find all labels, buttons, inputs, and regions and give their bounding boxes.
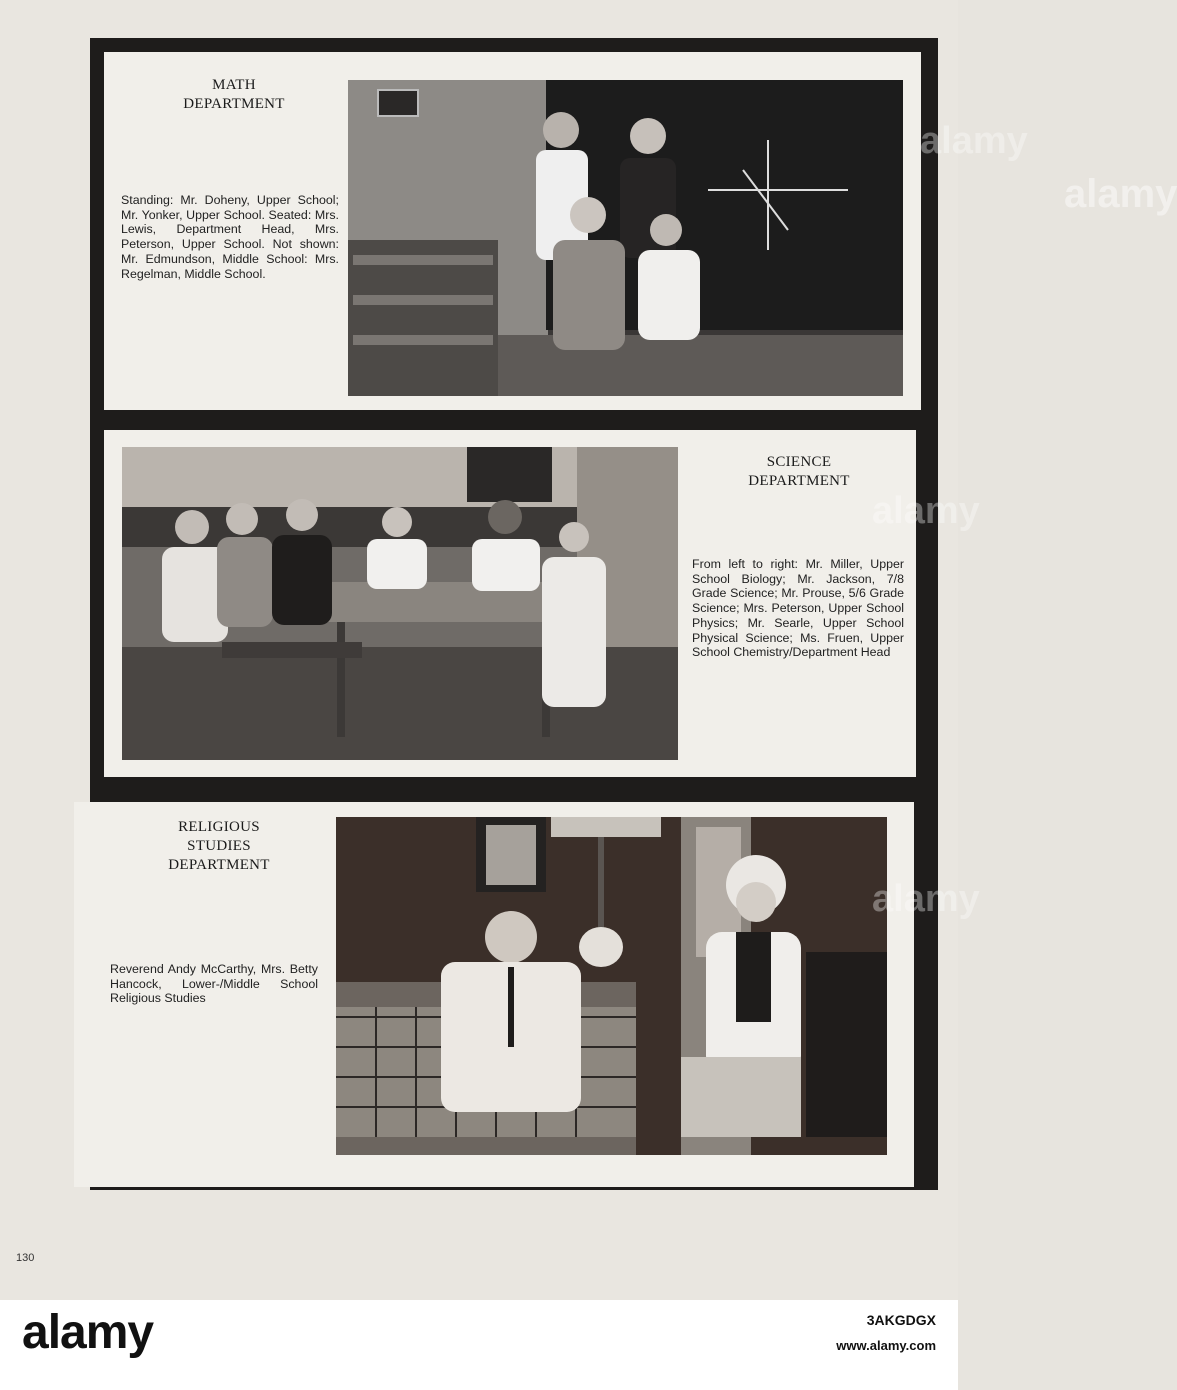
religious-heading-line3: DEPARTMENT: [168, 857, 270, 873]
religious-heading-line1: RELIGIOUS: [178, 819, 260, 835]
religious-caption: Reverend Andy McCarthy, Mrs. Betty Hancock, Lower-/Middle School Religious Studies: [110, 962, 318, 1006]
math-heading-line2: DEPARTMENT: [183, 96, 285, 112]
side-watermark-2: alamy: [872, 490, 980, 532]
religious-studies-department-panel: [74, 802, 914, 1187]
math-caption: Standing: Mr. Doheny, Upper School; Mr. Yonker, Upper School. Seated: Mrs. Lewis, Department Head, Mrs. Peterson, Upper School. Not shown: Mr. Edmundson, Middle School: Mrs. Regelman, Middle School.: [121, 193, 339, 281]
math-department-photo: [348, 80, 1177, 396]
religious-heading: [114, 818, 324, 875]
science-heading-line1: SCIENCE: [766, 454, 832, 470]
side-watermark-3: alamy: [872, 878, 980, 920]
math-photo-graphic: [348, 80, 903, 396]
science-department-photo: [122, 447, 678, 760]
math-department-panel: [104, 52, 1177, 410]
side-watermark-1: alamy: [920, 120, 1028, 162]
image-id: 3AKGDGX: [866, 1312, 936, 1328]
alamy-url: www.alamy.com: [836, 1338, 936, 1353]
math-heading-line1: MATH: [212, 77, 256, 93]
science-photo-graphic: [122, 447, 678, 760]
page-number: 130: [16, 1252, 35, 1264]
science-heading: [694, 453, 904, 491]
religious-studies-photo: [336, 817, 887, 1155]
photo-watermark: alamy: [1064, 172, 1177, 216]
religious-photo-graphic: [336, 817, 887, 1155]
math-heading: [124, 76, 344, 114]
alamy-logo: alamy: [22, 1306, 154, 1359]
science-department-panel: [104, 430, 916, 777]
footer-info: [836, 1312, 936, 1353]
science-heading-line2: DEPARTMENT: [748, 473, 850, 489]
science-caption: From left to right: Mr. Miller, Upper School Biology; Mr. Jackson, 7/8 Grade Science; Mr. Prouse, 5/6 Grade Science; Mrs. Peterson, Upper School Physics; Mr. Searle, Upper School Physical Science; Ms. Fruen, Upper School Chemistry/Department Head: [692, 557, 904, 660]
religious-heading-line2: STUDIES: [187, 838, 251, 854]
